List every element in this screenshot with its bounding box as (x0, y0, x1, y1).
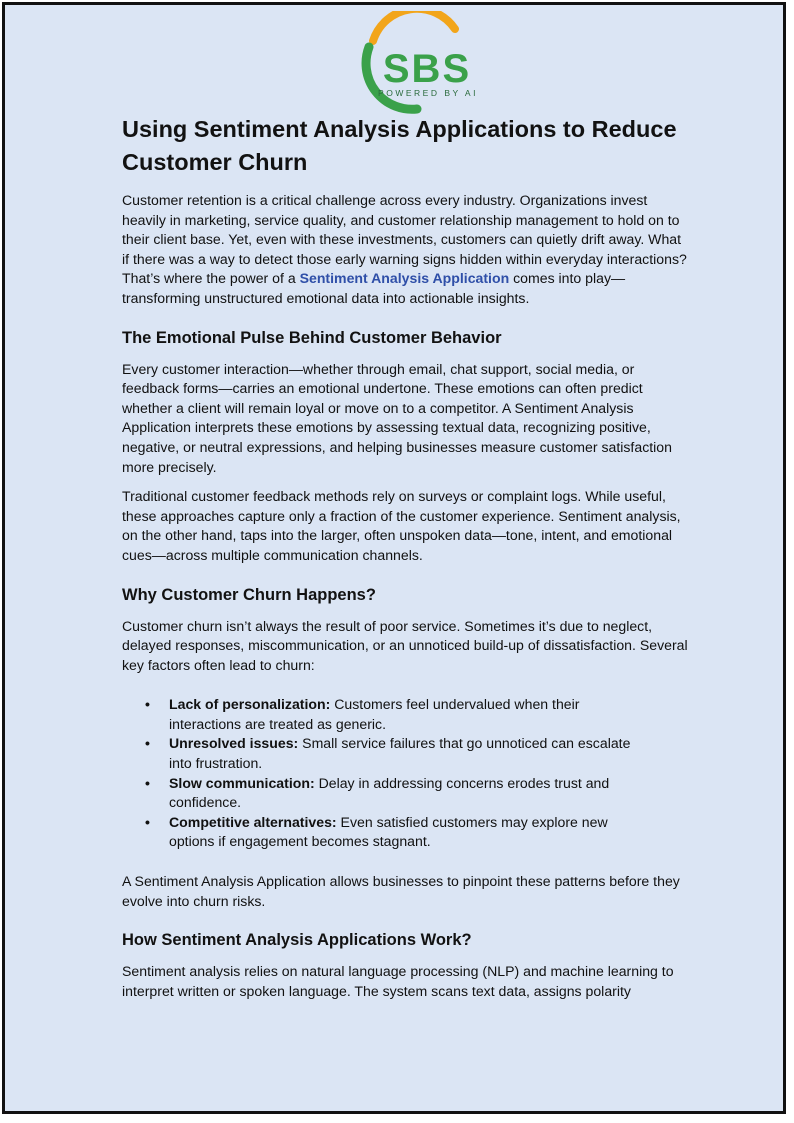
list-item-text: Customers feel undervalued when their interactions are treated as generic. (169, 696, 580, 732)
intro-text-before-link: Customer retention is a critical challenge across every industry. Organizations invest heavily in marketing, service quality, and customer relationship management to hold on to their client base. Yet, even with these investments, customers can quietly drift away. What if there was a way to detect those early warning signs hidden within everyday interactions? That’s where the power of a (122, 192, 687, 287)
sbs-logo-graphic (339, 11, 499, 115)
churn-factors-list (122, 695, 688, 852)
section-heading-emotional-pulse: The Emotional Pulse Behind Customer Behavior (122, 328, 502, 347)
paragraph: A Sentiment Analysis Application allows businesses to pinpoint these patterns before they evolve into churn risks. (122, 873, 680, 909)
list-item-text: Delay in addressing concerns erodes trust and confidence. (169, 774, 610, 811)
list-item (169, 813, 688, 852)
logo-wordmark: SBS (382, 47, 472, 91)
list-item (169, 734, 688, 773)
logo-orange-arc (373, 11, 455, 41)
section-heading-why-churn: Why Customer Churn Happens? (122, 585, 376, 604)
list-item-term: Competitive alternatives: (169, 813, 337, 830)
list-item-text: Small service failures that go unnoticed can escalate into frustration. (169, 735, 631, 772)
list-item-text: Even satisfied customers may explore new options if engagement becomes stagnant. (169, 813, 608, 850)
paragraph: Traditional customer feedback methods rely on surveys or complaint logs. While useful, these approaches capture only a fraction of the customer experience. Sentiment analysis, on the other hand, taps into the larger, often unspoken data—tone, intent, and emotional cues—across multiple communication channels. (122, 488, 681, 563)
list-item-term: Lack of personalization: (169, 696, 331, 713)
sentiment-analysis-application-link[interactable]: Sentiment Analysis Application (299, 270, 510, 287)
list-item-term: Slow communication: (169, 774, 315, 791)
list-item (169, 695, 688, 734)
paragraph: Every customer interaction—whether through email, chat support, social media, or feedback forms—carries an emotional undertone. These emotions can often predict whether a client will remain loyal or move on to a competitor. A Sentiment Analysis Application interprets these emotions by assessing textual data, recognizing positive, negative, or neutral expressions, and helping businesses measure customer satisfaction more precisely. (122, 360, 672, 475)
paragraph: Sentiment analysis relies on natural language processing (NLP) and machine learning to interpret written or spoken language. The system scans text data, assigns polarity (122, 963, 674, 999)
article-title: Using Sentiment Analysis Applications to Reduce Customer Churn (122, 116, 677, 175)
paragraph: Customer churn isn’t always the result of poor service. Sometimes it’s due to neglect, delayed responses, miscommunication, or an unnoticed build-up of dissatisfaction. Several key factors often lead to churn: (122, 617, 688, 673)
intro-paragraph (122, 191, 688, 309)
document-page (2, 2, 786, 1114)
list-item (169, 774, 688, 813)
section-heading-how-it-works: How Sentiment Analysis Applications Work? (122, 931, 472, 950)
list-item-term: Unresolved issues: (169, 735, 299, 752)
intro-text-after-link: comes into play—transforming unstructured emotional data into actionable insights. (122, 270, 626, 306)
sbs-logo (339, 11, 499, 115)
article-body (122, 113, 688, 1011)
logo-tagline: POWERED BY AI (378, 88, 478, 98)
